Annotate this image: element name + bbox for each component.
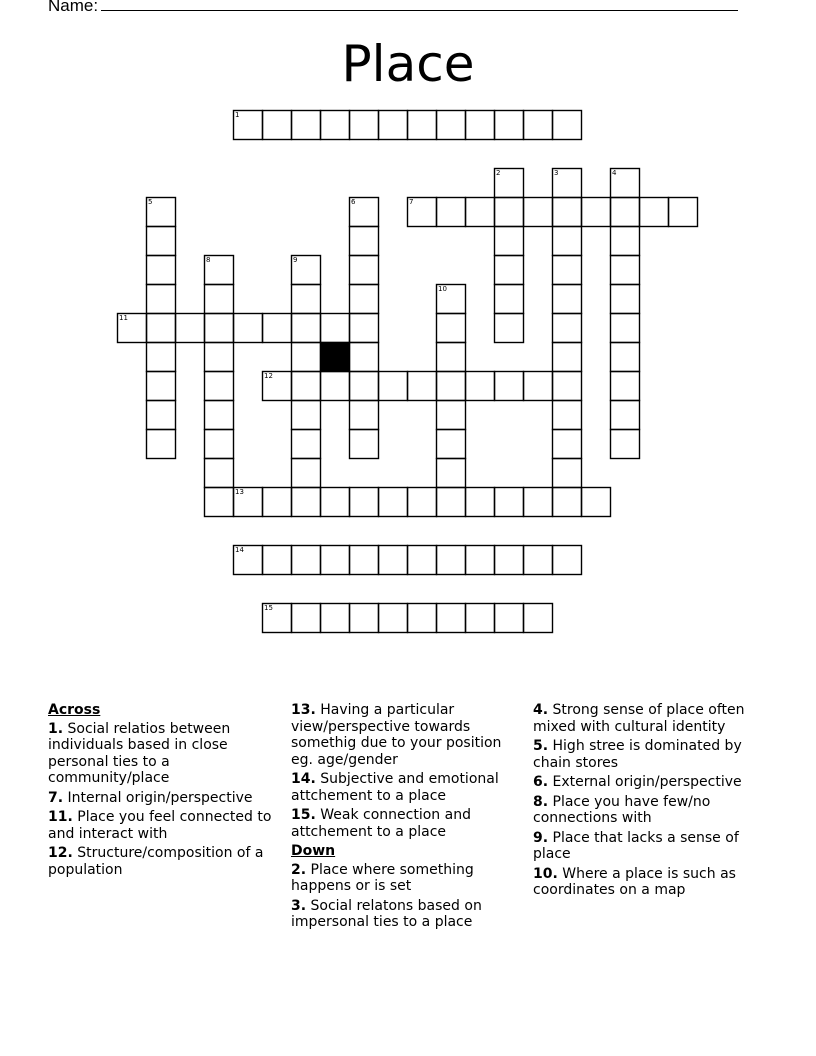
crossword-cell[interactable] [436,429,465,458]
crossword-cell[interactable] [204,342,233,371]
crossword-cell[interactable] [233,110,262,139]
clue-num: 12. [48,845,73,861]
crossword-cell[interactable] [494,487,523,516]
crossword-cell[interactable] [552,400,581,429]
crossword-cell[interactable] [146,226,175,255]
crossword-cell[interactable] [407,487,436,516]
crossword-cell[interactable] [146,284,175,313]
crossword-cell[interactable] [262,487,291,516]
crossword-cell[interactable] [552,168,581,197]
crossword-cell[interactable] [494,313,523,342]
crossword-cell[interactable] [494,168,523,197]
crossword-cell[interactable] [523,110,552,139]
clue-text: Having a particular view/perspective towards somethig due to your position eg. age/gender [291,702,502,768]
crossword-cell[interactable] [291,371,320,400]
crossword-cell[interactable] [349,284,378,313]
crossword-cell[interactable] [233,545,262,574]
clue-number: 15 [264,604,273,612]
crossword-cell[interactable] [320,545,349,574]
clue-item [533,738,763,771]
crossword-cell[interactable] [436,458,465,487]
crossword-cell[interactable] [494,197,523,226]
clue-num: 14. [291,771,316,787]
clue-text: Subjective and emotional attchement to a place [291,771,499,804]
crossword-cell[interactable] [581,487,610,516]
crossword-cell[interactable] [436,545,465,574]
clue-text: Place where something happens or is set [291,861,474,894]
clues-column-2 [291,702,523,934]
crossword-cell[interactable] [291,255,320,284]
crossword-cell[interactable] [407,371,436,400]
crossword-cell[interactable] [349,545,378,574]
crossword-cell[interactable] [349,255,378,284]
crossword-cell[interactable] [233,487,262,516]
clues-column-1 [48,702,278,881]
crossword-cell[interactable] [436,400,465,429]
clues-column-3 [533,702,763,902]
clue-item [533,866,763,899]
crossword-cell[interactable] [204,458,233,487]
crossword-cell[interactable] [320,313,349,342]
crossword-cell[interactable] [552,458,581,487]
crossword-cell[interactable] [349,603,378,632]
clue-item [533,774,763,791]
clue-number: 6 [351,198,356,206]
crossword-cell[interactable] [291,313,320,342]
clue-number: 5 [148,198,153,206]
page-title: Place [341,35,475,93]
clue-num: 1. [48,720,64,737]
crossword-cell[interactable] [349,429,378,458]
crossword-cell[interactable] [465,110,494,139]
crossword-cell[interactable] [407,603,436,632]
across-heading: Across [48,702,101,718]
clue-text: Strong sense of place often mixed with cultural identity [533,702,745,735]
clue-number: 14 [235,546,244,554]
crossword-cell[interactable] [378,603,407,632]
clue-item [291,862,523,895]
crossword-cell[interactable] [349,342,378,371]
crossword-cell[interactable] [610,226,639,255]
clue-item [291,898,523,931]
clue-number: 7 [409,198,414,206]
clue-num: 13. [291,702,316,718]
crossword-cell[interactable] [610,313,639,342]
clue-item [291,702,523,768]
crossword-cell[interactable] [436,342,465,371]
crossword-cell[interactable] [117,313,146,342]
crossword-cell[interactable] [320,110,349,139]
crossword-cell[interactable] [436,313,465,342]
crossword-cell[interactable] [552,429,581,458]
crossword-cell[interactable] [175,313,204,342]
crossword-cell[interactable] [291,342,320,371]
crossword-cell[interactable] [610,197,639,226]
crossword-cell[interactable] [494,110,523,139]
name-field[interactable] [48,0,738,16]
crossword-cell[interactable] [407,545,436,574]
crossword-cell[interactable] [639,197,668,226]
crossword-cell[interactable] [146,342,175,371]
crossword-cell[interactable] [349,313,378,342]
crossword-cell[interactable] [349,197,378,226]
crossword-cell[interactable] [349,487,378,516]
crossword-cell[interactable] [291,487,320,516]
clue-number: 2 [496,169,501,177]
crossword-cell[interactable] [204,284,233,313]
crossword-cell[interactable] [204,429,233,458]
crossword-cell[interactable] [262,545,291,574]
crossword-cell[interactable] [204,313,233,342]
crossword-cell[interactable] [465,603,494,632]
crossword-cell[interactable] [523,371,552,400]
clue-num: 15. [291,807,316,823]
crossword-cell[interactable] [407,197,436,226]
crossword-cell[interactable] [610,429,639,458]
crossword-cell[interactable] [291,545,320,574]
clue-text: External origin/perspective [548,774,742,790]
crossword-cell[interactable] [581,197,610,226]
crossword-cell[interactable] [146,313,175,342]
clue-item [291,807,523,840]
crossword-cell[interactable] [552,371,581,400]
clue-num: 7. [48,789,64,806]
clue-item [48,809,278,842]
crossword-cell[interactable] [552,313,581,342]
crossword-cell[interactable] [465,545,494,574]
clue-num: 4. [533,702,549,718]
crossword-cell[interactable] [610,342,639,371]
crossword-cell[interactable] [436,371,465,400]
crossword-cell[interactable] [552,197,581,226]
crossword-cell[interactable] [523,487,552,516]
crossword-cell[interactable] [146,429,175,458]
crossword-cell[interactable] [610,400,639,429]
crossword-cell[interactable] [262,313,291,342]
down-heading: Down [291,843,336,859]
crossword-cell[interactable] [552,545,581,574]
clue-number: 10 [438,285,447,293]
crossword-cell[interactable] [494,226,523,255]
crossword-cell[interactable] [436,284,465,313]
clue-item [533,702,763,735]
crossword-cell[interactable] [378,371,407,400]
crossword-cell[interactable] [523,197,552,226]
clue-item [48,721,278,787]
crossword-cell[interactable] [291,458,320,487]
name-label: Name: [48,0,99,15]
crossword-cell[interactable] [204,255,233,284]
clue-item [533,794,763,827]
crossword-cell[interactable] [523,603,552,632]
crossword-cell[interactable] [204,371,233,400]
clue-text: Social relatons based on impersonal ties to a place [291,897,482,930]
crossword-cell[interactable] [204,400,233,429]
clue-text: Internal origin/perspective [63,789,253,806]
clue-number: 3 [554,169,559,177]
clue-number: 11 [119,314,128,322]
crossword-black-cell [320,342,349,371]
crossword-cell[interactable] [146,371,175,400]
crossword-cell[interactable] [552,342,581,371]
crossword-cell[interactable] [668,197,697,226]
crossword-cell[interactable] [262,110,291,139]
clue-text: Structure/composition of a population [48,845,264,878]
crossword-cell[interactable] [291,603,320,632]
crossword-cell[interactable] [552,226,581,255]
crossword-cell[interactable] [204,487,233,516]
crossword-cell[interactable] [349,110,378,139]
crossword-cell[interactable] [465,197,494,226]
crossword-cell[interactable] [552,487,581,516]
crossword-cell[interactable] [494,371,523,400]
clue-num: 6. [533,774,549,790]
clue-num: 8. [533,793,549,810]
clue-text: High stree is dominated by chain stores [533,738,742,771]
crossword-cell[interactable] [349,400,378,429]
crossword-cell[interactable] [436,487,465,516]
crossword-cell[interactable] [349,371,378,400]
crossword-cell[interactable] [146,255,175,284]
clue-num: 9. [533,829,549,846]
crossword-cell[interactable] [262,603,291,632]
clue-number: 4 [612,169,617,177]
crossword-cell[interactable] [146,197,175,226]
crossword-cell[interactable] [610,371,639,400]
crossword-cell[interactable] [552,284,581,313]
clue-text: Place that lacks a sense of place [533,829,739,862]
clue-num: 11. [48,809,73,825]
crossword-cell[interactable] [233,313,262,342]
clue-item [533,830,763,863]
crossword-cell[interactable] [407,110,436,139]
crossword-cell[interactable] [523,545,552,574]
clue-num: 5. [533,738,549,754]
crossword-cell[interactable] [610,255,639,284]
crossword-cell[interactable] [552,255,581,284]
crossword-cell[interactable] [494,284,523,313]
crossword-cell[interactable] [320,371,349,400]
crossword-cell[interactable] [494,545,523,574]
clue-number: 9 [293,256,298,264]
clue-item [48,790,278,807]
clue-item [48,845,278,878]
clue-number: 13 [235,488,244,496]
crossword-cell[interactable] [146,400,175,429]
crossword-cell[interactable] [436,603,465,632]
clue-text: Weak connection and attchement to a place [291,807,471,840]
clue-number: 12 [264,372,273,380]
crossword-cell[interactable] [291,429,320,458]
clue-num: 3. [291,897,307,914]
clue-text: Social relatios between individuals based in close personal ties to a community/place [48,720,231,786]
crossword-cell[interactable] [378,545,407,574]
crossword-cell[interactable] [320,487,349,516]
crossword-cell[interactable] [610,168,639,197]
clue-text: Place you have few/no connections with [533,793,711,826]
crossword-cell[interactable] [291,284,320,313]
clue-item [291,771,523,804]
clue-text: Place you feel connected to and interact with [48,809,272,842]
crossword-cell[interactable] [436,197,465,226]
crossword-cell[interactable] [610,284,639,313]
crossword-cell[interactable] [378,110,407,139]
crossword-cell[interactable] [349,226,378,255]
crossword-cell[interactable] [465,487,494,516]
crossword-cell[interactable] [436,110,465,139]
crossword-cell[interactable] [494,255,523,284]
crossword-cell[interactable] [291,110,320,139]
clue-number: 8 [206,256,211,264]
clue-num: 2. [291,861,307,878]
crossword-cell[interactable] [465,371,494,400]
clue-text: Where a place is such as coordinates on a map [533,865,736,898]
clue-num: 10. [533,865,558,882]
crossword-cell[interactable] [320,603,349,632]
name-blank-line[interactable] [101,0,738,11]
crossword-cell[interactable] [494,603,523,632]
crossword-cell[interactable] [291,400,320,429]
crossword-cell[interactable] [262,371,291,400]
clue-number: 1 [235,111,240,119]
crossword-cell[interactable] [378,487,407,516]
crossword-cell[interactable] [552,110,581,139]
